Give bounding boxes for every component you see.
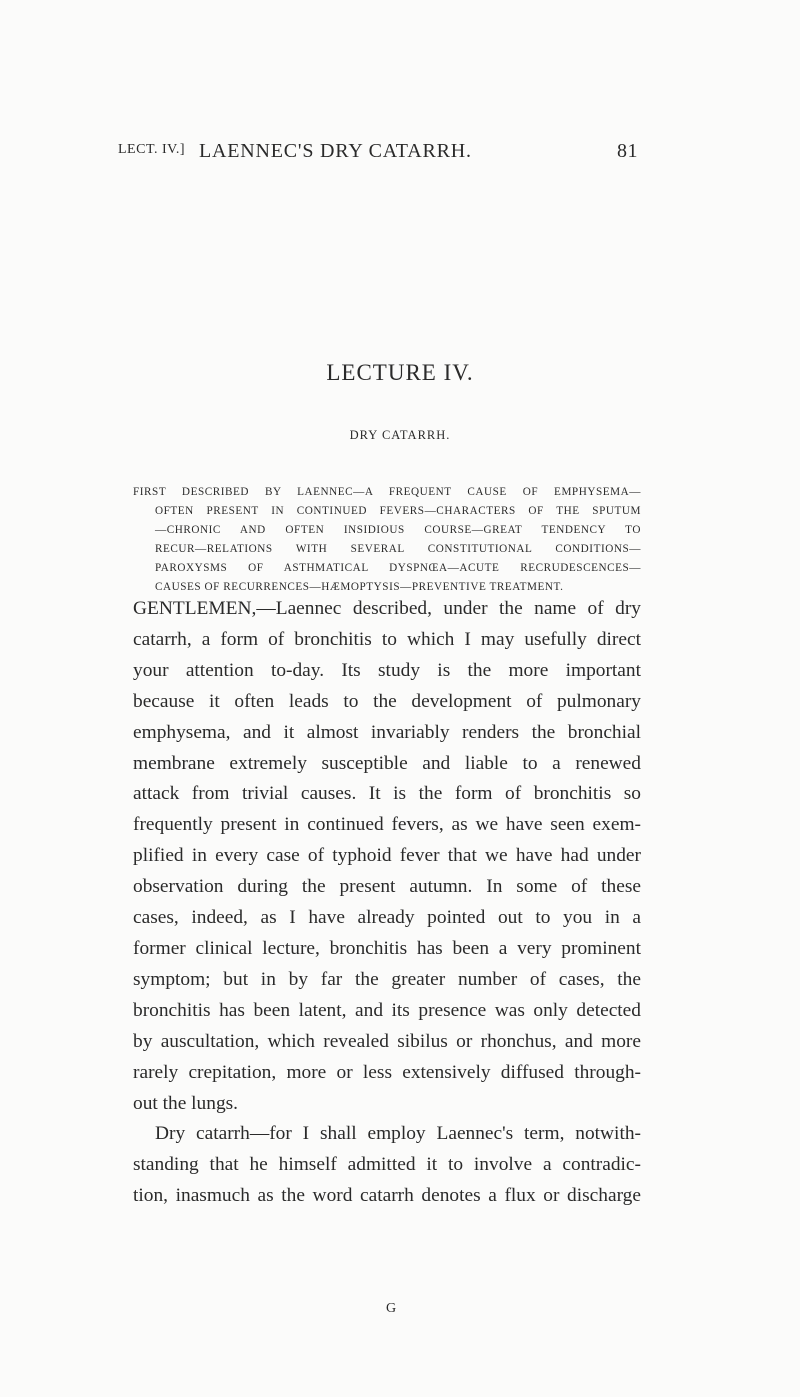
synopsis [133, 483, 641, 597]
subject-title: DRY CATARRH. [349, 428, 451, 442]
paragraph-line: membrane extremely susceptible and liable to a renewed [133, 752, 641, 774]
paragraph-line: by auscultation, which revealed sibilus or rhonchus, and more [133, 1030, 641, 1052]
paragraph-line: your attention to-day. Its study is the more important [133, 659, 641, 681]
synopsis-line: RECUR—RELATIONS WITH SEVERAL CONSTITUTIONAL CONDITIONS— [155, 543, 641, 555]
paragraph-line: standing that he himself admitted it to involve a contradic- [133, 1154, 641, 1176]
page-number: 81 [617, 140, 638, 162]
paragraph-line: cases, indeed, as I have already pointed out to you in a [133, 907, 641, 929]
paragraph-line: out the lungs. [133, 1092, 239, 1114]
paragraph-line: catarrh, a form of bronchitis to which I may usefully direct [133, 628, 641, 650]
section-reference: LECT. IV.] [118, 142, 186, 157]
paragraph-line: plified in every case of typhoid fever that we have had under [133, 845, 641, 867]
paragraph-line: observation during the present autumn. In some of these [133, 876, 641, 898]
running-header [118, 140, 638, 168]
running-title: LAENNEC'S DRY CATARRH. [199, 140, 472, 162]
paragraph-line [133, 594, 641, 625]
body-text [133, 594, 641, 1212]
synopsis-line: FIRST DESCRIBED BY LAENNEC—A FREQUENT CAUSE OF EMPHYSEMA— [133, 486, 641, 498]
paragraph-line-text: —Laennec described, under the name of dry [256, 598, 641, 619]
synopsis-line: OFTEN PRESENT IN CONTINUED FEVERS—CHARACTERS OF THE SPUTUM [155, 505, 641, 517]
salutation: GENTLEMEN, [133, 598, 257, 619]
paragraph-line: former clinical lecture, bronchitis has been a very prominent [133, 937, 641, 959]
paragraph-line: frequently present in continued fevers, as we have seen exem- [133, 814, 641, 836]
lecture-title: LECTURE IV. [326, 360, 474, 385]
synopsis-line: PAROXYSMS OF ASTHMATICAL DYSPNŒA—ACUTE RECRUDESCENCES— [155, 562, 641, 574]
paragraph-line: emphysema, and it almost invariably renders the bronchial [133, 721, 641, 743]
paragraph-line: tion, inasmuch as the word catarrh denotes a flux or discharge [133, 1185, 641, 1207]
paragraph-line: rarely crepitation, more or less extensively diffused through- [133, 1061, 641, 1083]
paragraph-line: symptom; but in by far the greater number of cases, the [133, 968, 641, 990]
paragraph-line: because it often leads to the development of pulmonary [133, 690, 641, 712]
printer-signature-mark: G [386, 1301, 397, 1316]
paragraph-line: attack from trivial causes. It is the form of bronchitis so [133, 783, 641, 805]
paragraph-line: Dry catarrh—for I shall employ Laennec's term, notwith- [155, 1123, 641, 1145]
synopsis-line: CAUSES OF RECURRENCES—HÆMOPTYSIS—PREVENTIVE TREATMENT. [155, 581, 564, 593]
synopsis-line: —CHRONIC AND OFTEN INSIDIOUS COURSE—GREAT TENDENCY TO [155, 524, 641, 536]
paragraph-line: bronchitis has been latent, and its presence was only detected [133, 999, 641, 1021]
